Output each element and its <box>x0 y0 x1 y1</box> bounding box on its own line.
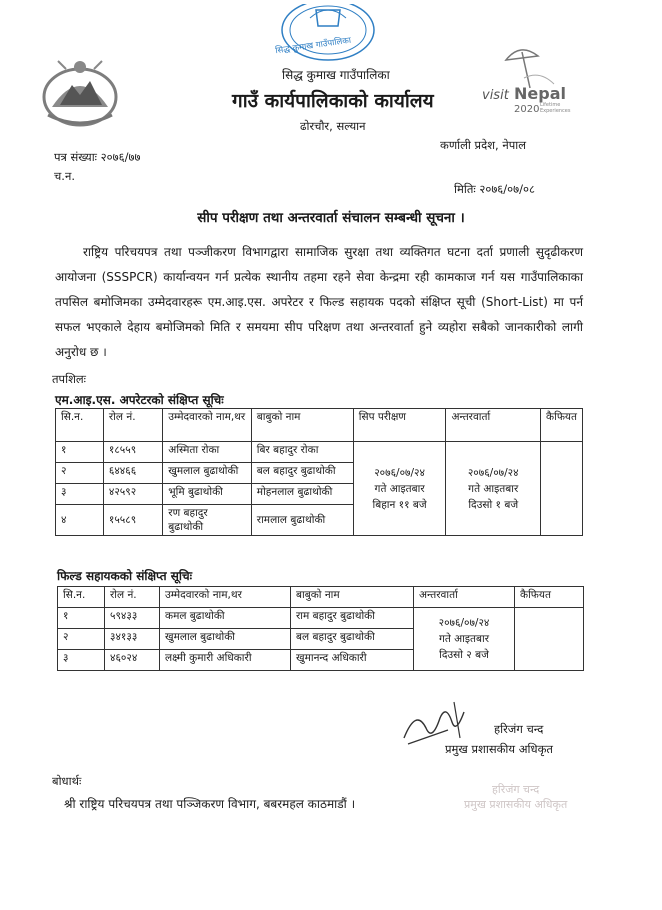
mis-operator-shortlist-title: एम.आइ.एस. अपरेटरको संक्षिप्त सूचिः <box>55 393 224 407</box>
header-cell: कैफियत <box>541 409 583 442</box>
skill-test-date: २०७६/०७/२४ <box>374 466 425 479</box>
skill-test-time: बिहान ११ बजे <box>372 498 427 511</box>
serial-cell: १ <box>58 608 105 629</box>
stamp-text: सिद्ध कुमाख गाउँपालिका <box>274 35 352 57</box>
office-title: गाउँ कार्यपालिकाको कार्यालय <box>232 90 434 112</box>
mis-operator-shortlist-table <box>55 408 583 536</box>
province-name: कर्णाली प्रदेश, नेपाल <box>440 138 527 152</box>
attachment-label: तपशिलः <box>52 372 87 386</box>
government-emblem-icon <box>38 55 122 129</box>
table-header-row <box>56 409 583 442</box>
interview-schedule-cell <box>446 442 541 536</box>
cc-recipient: श्री राष्ट्रिय परिचयपत्र तथा पञ्जिकरण विभाग, बबरमहल काठमाडौं । <box>64 797 356 811</box>
skill-test-day: गते आइतबार <box>374 482 425 495</box>
candidate-cell: भूमि बुढाथोकी <box>163 484 252 505</box>
notice-subject: सीप परीक्षण तथा अन्तरवार्ता संचालन सम्बन्धी सूचना । <box>197 210 465 226</box>
roll-cell: १५५८९ <box>103 505 162 536</box>
signatory-title: प्रमुख प्रशासकीय अधिकृत <box>445 742 553 756</box>
father-cell: बल बहादुर बुढाथोकी <box>251 463 353 484</box>
signatory-name: हरिजंग चन्द <box>494 722 544 736</box>
header-cell: उम्मेदवारको नाम,थर <box>160 587 291 608</box>
header-cell: बाबुको नाम <box>251 409 353 442</box>
father-cell: राम बहादुर बुढाथोकी <box>291 608 414 629</box>
remarks-cell <box>541 442 583 536</box>
father-cell: खुमानन्द अधिकारी <box>291 650 414 671</box>
serial-cell: १ <box>56 442 104 463</box>
roll-cell: ५९४३३ <box>105 608 160 629</box>
candidate-cell: लक्ष्मी कुमारी अधिकारी <box>160 650 291 671</box>
header-cell: अन्तरवार्ता <box>446 409 541 442</box>
interview-day: गते आइतबार <box>468 482 519 495</box>
faint-name-stamp <box>464 782 567 812</box>
table-header-row <box>58 587 584 608</box>
interview-schedule-cell <box>414 608 515 671</box>
table-row <box>56 442 583 463</box>
serial-cell: २ <box>58 629 105 650</box>
remarks-cell <box>515 608 584 671</box>
municipality-name: सिद्ध कुमाख गाउँपालिका <box>282 68 390 82</box>
skill-test-schedule-cell <box>353 442 446 536</box>
header-cell: बाबुको नाम <box>291 587 414 608</box>
candidate-cell: खुमलाल बुढाथोकी <box>163 463 252 484</box>
visit-nepal-logo <box>484 40 594 126</box>
serial-cell: ३ <box>58 650 105 671</box>
roll-cell: १८५५९ <box>103 442 162 463</box>
interview-time: दिउसो १ बजे <box>468 498 519 511</box>
roll-cell: ६४४६६ <box>103 463 162 484</box>
father-cell: बिर बहादुर रोका <box>251 442 353 463</box>
serial-cell: ३ <box>56 484 104 505</box>
field-assistant-shortlist-table <box>57 586 584 671</box>
header-cell: सि.न. <box>56 409 104 442</box>
header-cell: कैफियत <box>515 587 584 608</box>
roll-cell: ४२५९२ <box>103 484 162 505</box>
interview-date: २०७६/०७/२४ <box>438 617 490 629</box>
father-cell: बल बहादुर बुढाथोकी <box>291 629 414 650</box>
faint-stamp-title: प्रमुख प्रशासकीय अधिकृत <box>464 798 568 811</box>
roll-cell: ३४१३३ <box>105 629 160 650</box>
candidate-cell: कमल बुढाथोकी <box>160 608 291 629</box>
candidate-cell: अस्मिता रोका <box>163 442 252 463</box>
candidate-cell: खुमलाल बुढाथोकी <box>160 629 291 650</box>
cc-label: बोधार्थः <box>52 774 82 788</box>
nepal-word: Nepal <box>514 84 566 103</box>
candidate-cell: रण बहादुर बुढाथोकी <box>163 505 252 536</box>
header-cell: सि.न. <box>58 587 105 608</box>
visit-word: visit <box>482 88 509 103</box>
header-cell: अन्तरवार्ता <box>414 587 515 608</box>
interview-date: २०७६/०७/२४ <box>467 466 519 479</box>
letter-number: पत्र संख्याः २०७६/७७ <box>54 150 141 164</box>
serial-cell: ४ <box>56 505 104 536</box>
header-cell: सिप परीक्षण <box>353 409 446 442</box>
interview-day: गते आइतबार <box>438 633 490 645</box>
father-cell: मोहनलाल बुढाथोकी <box>251 484 353 505</box>
serial-cell: २ <box>56 463 104 484</box>
year-2020: 2020 <box>514 104 540 115</box>
table-row <box>58 608 584 629</box>
faint-stamp-name: हरिजंग चन्द <box>492 783 540 796</box>
header-cell: रोल नं. <box>105 587 160 608</box>
header-cell: रोल नं. <box>103 409 162 442</box>
roll-cell: ४६०२४ <box>105 650 160 671</box>
father-cell: रामलाल बुढाथोकी <box>251 505 353 536</box>
letter-date: मितिः २०७६/०७/०८ <box>454 182 535 196</box>
tagline: Lifetime Experiences <box>540 102 571 114</box>
dispatch-number: च.न. <box>54 169 75 183</box>
interview-time: दिउसो २ बजे <box>439 649 489 661</box>
notice-body: राष्ट्रिय परिचयपत्र तथा पञ्जीकरण विभागद्वारा सामाजिक सुरक्षा तथा व्यक्तिगत घटना दर्ता प्रणाली सुदृढीकरण आयोजना (SSSPCR) कार्यान्वयन गर्न प्रत्येक स्थानीय तहमा रहने सेवा केन्द्रमा रही कामकाज गर्न यस गाउँपालिकाका तपसिल बमोजिमका उम्मेदवारहरू एम.आइ.एस. अपरेटर र फिल्ड सहायक पदको संक्षिप्त सूची (Short-List) मा पर्न सफल भएकाले देहाय बमोजिमको मिति र समयमा सीप परिक्षण तथा अन्तरवार्ता हुने व्यहोरा सबैको जानकारीको लागी अनुरोध छ । <box>55 245 583 359</box>
field-assistant-shortlist-title: फिल्ड सहायकको संक्षिप्त सूचिः <box>57 569 193 583</box>
office-address: ढोरचौर, सल्यान <box>300 119 366 133</box>
header-cell: उम्मेदवारको नाम,थर <box>163 409 252 442</box>
